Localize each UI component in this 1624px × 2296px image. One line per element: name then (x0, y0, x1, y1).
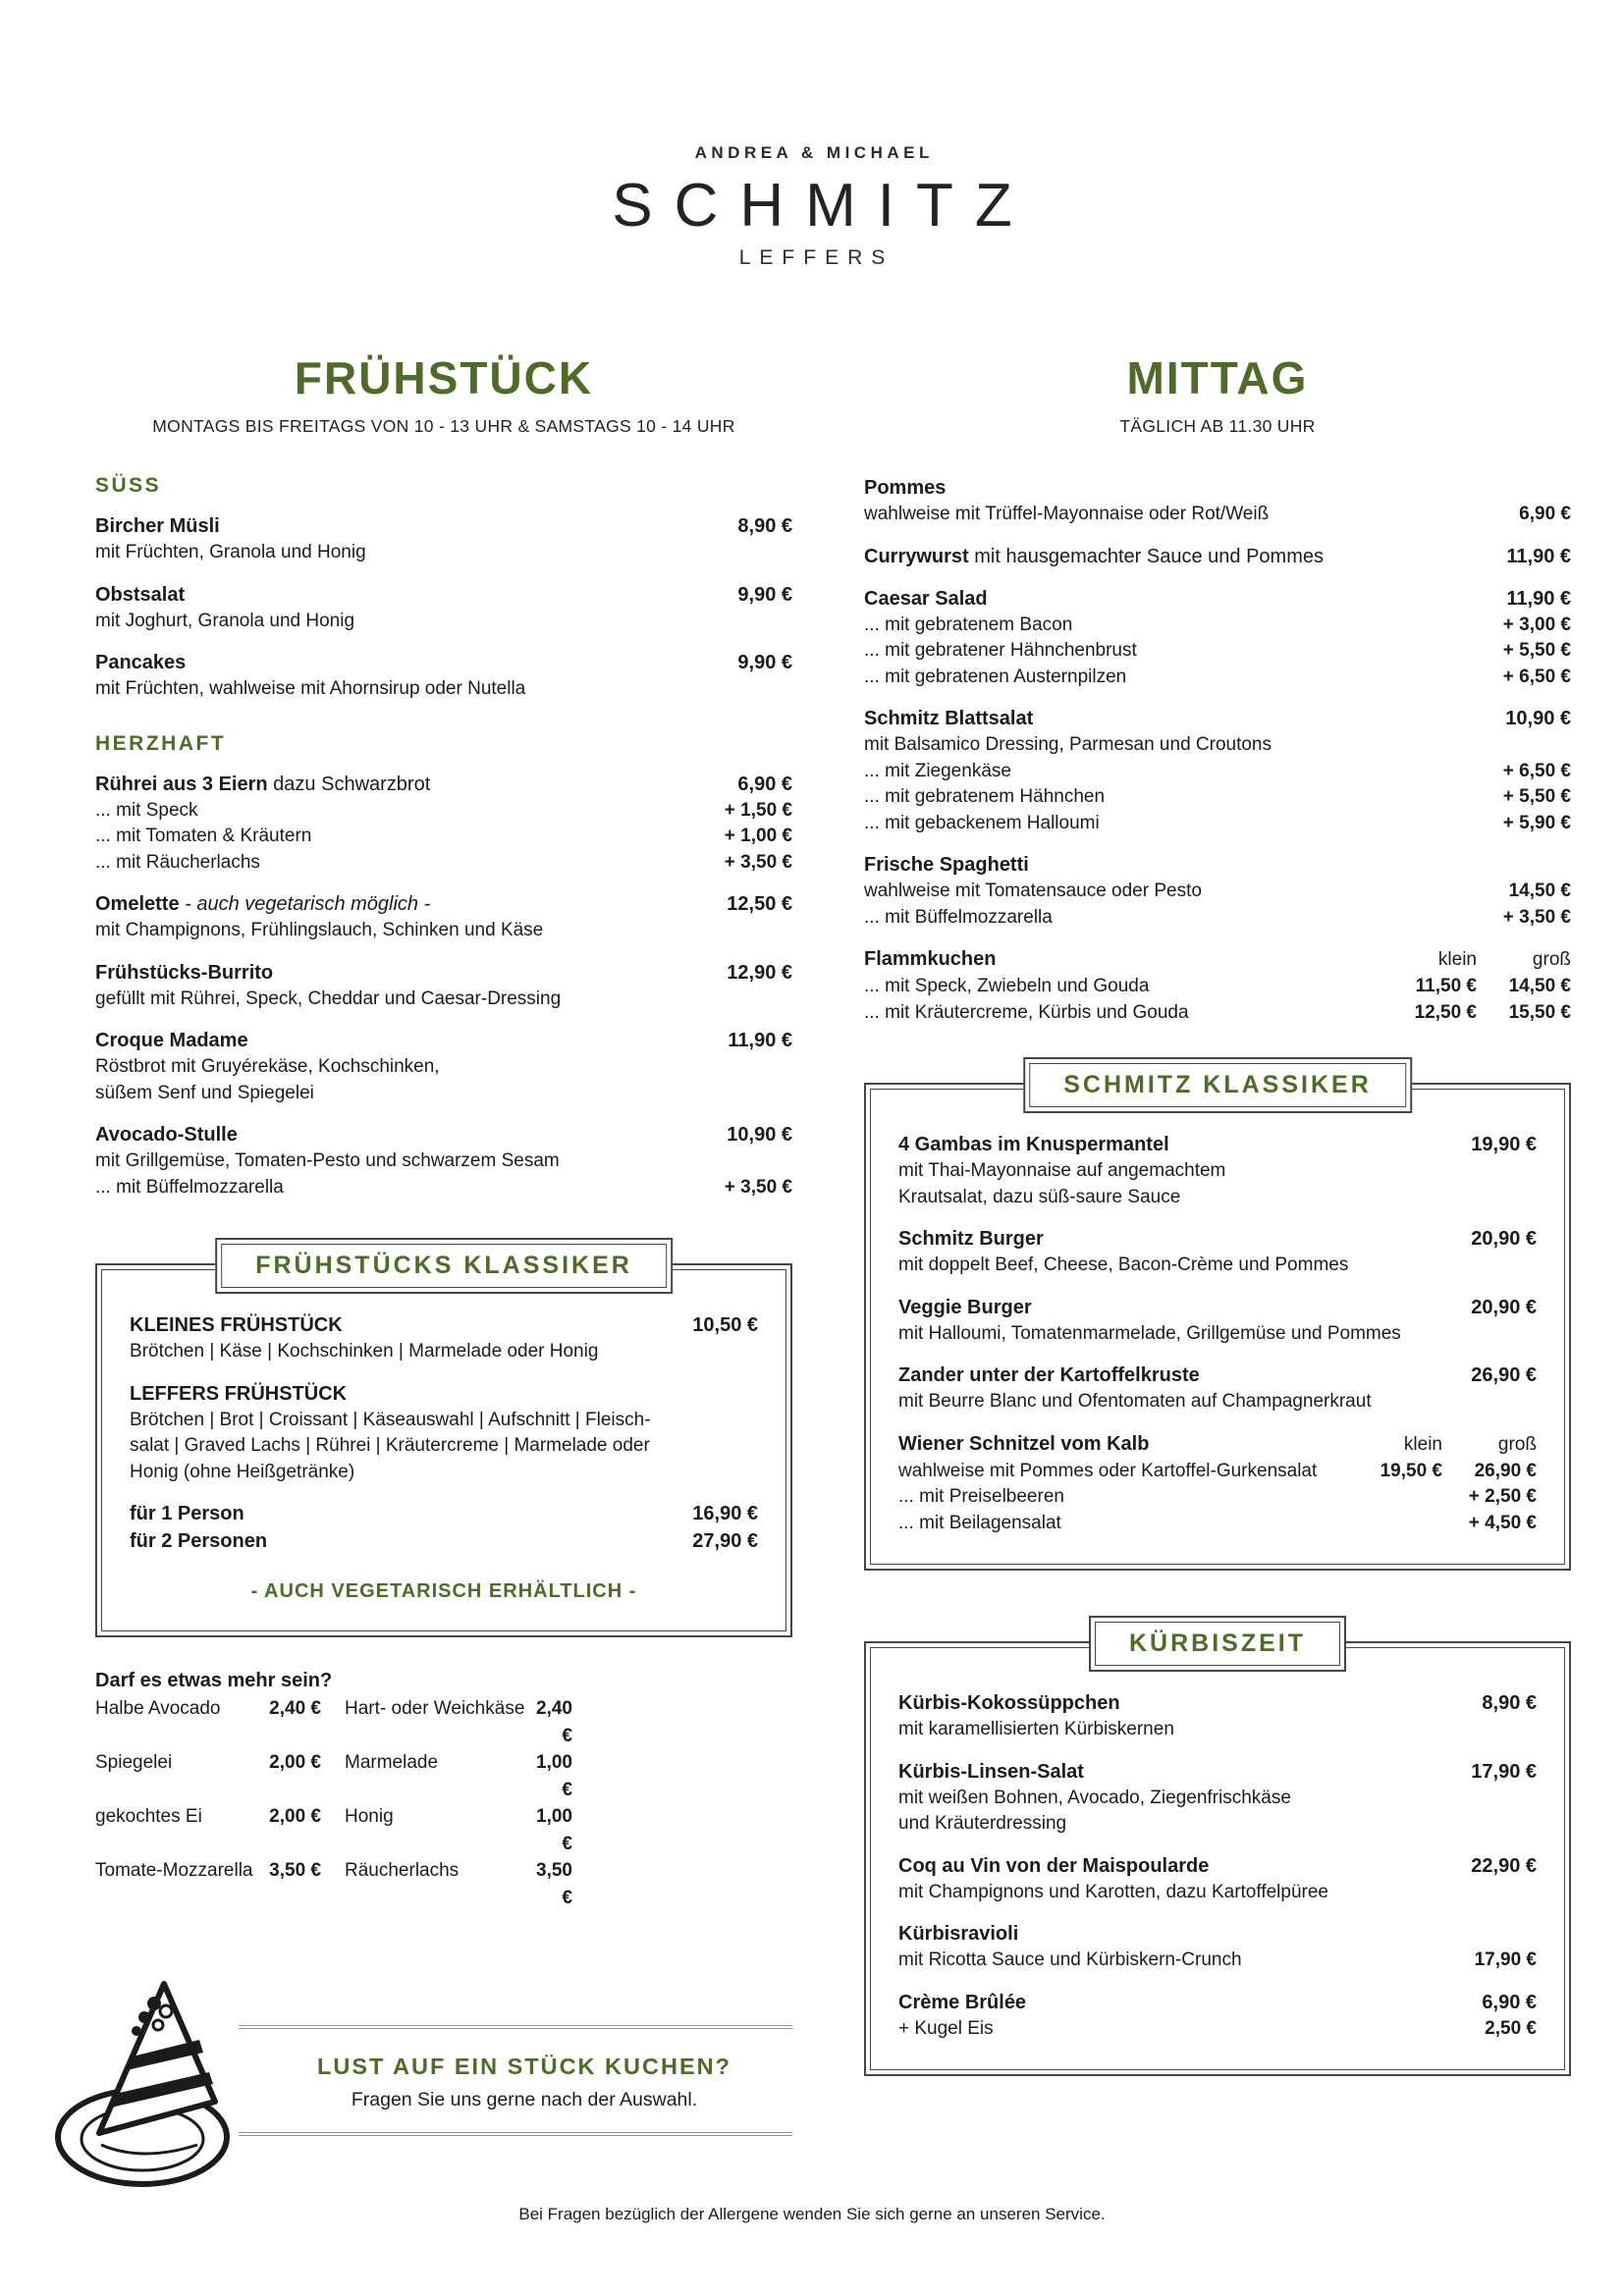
menu-item-zander (898, 1362, 1537, 1415)
item-description (95, 1081, 792, 1107)
item-name-line (898, 1989, 1537, 2016)
item-name-line (898, 1294, 1537, 1321)
addon-label: + Kugel Eis (898, 2017, 994, 2039)
logo-owner-names: ANDREA & MICHAEL (694, 143, 934, 162)
item-description-text: mit Beurre Blanc und Ofentomaten auf Champagnerkraut (898, 1391, 1372, 1412)
addon-row (95, 824, 792, 850)
menu-item-spaghetti (864, 851, 1571, 931)
item-price: 10,90 € (1505, 708, 1571, 729)
item-name: Wiener Schnitzel vom Kalb (898, 1432, 1150, 1455)
item-description (95, 676, 792, 703)
breakfast-column (95, 351, 792, 2136)
extra-label: Spiegelei (95, 1752, 173, 1773)
item-description-text: wahlweise mit Trüffel-Mayonnaise oder Rot/Weiß (864, 504, 1270, 524)
extras-column-gap (321, 1749, 345, 1803)
item-name: KLEINES FRÜHSTÜCK (130, 1314, 343, 1336)
item-description (130, 1433, 758, 1460)
size-header-large: groß (1497, 1433, 1537, 1455)
box-title-frame (1089, 1616, 1346, 1672)
item-name-line (95, 512, 792, 540)
menu-item-caesar-salad (864, 585, 1571, 691)
item-description-text: mit Ricotta Sauce und Kürbiskern-Crunch (898, 1949, 1242, 1970)
item-name-suffix: mit hausgemachter Sauce und Pommes (968, 545, 1324, 567)
item-name (95, 890, 430, 918)
item-name (864, 543, 1324, 570)
cake-banner-title: LUST AUF EIN STÜCK KUCHEN? (317, 2054, 731, 2079)
extras-row (95, 1749, 792, 1803)
item-description-text: mit Halloumi, Tomatenmarmelade, Grillgemüse und Pommes (898, 1322, 1401, 1344)
item-name-line (898, 1430, 1537, 1459)
addon-row (898, 2016, 1537, 2043)
addon-label: ... mit gebratenem Bacon (864, 614, 1073, 635)
item-name: Coq au Vin von der Maispoularde (898, 1854, 1210, 1877)
addon-label: ... mit gebratenen Austernpilzen (864, 666, 1127, 687)
breakfast-header (95, 351, 792, 437)
menu-item-blattsalat (864, 705, 1571, 836)
addon-row (864, 613, 1571, 639)
extra-price: 2,00 € (269, 1752, 321, 1773)
item-price: 10,90 € (727, 1124, 792, 1146)
menu-item-pommes (864, 474, 1571, 528)
item-description (898, 1717, 1537, 1743)
addon-row (95, 850, 792, 877)
variant-prices (1382, 974, 1571, 1000)
addon-price: + 4,50 € (1468, 1512, 1537, 1533)
item-price: 26,90 € (1471, 1364, 1537, 1386)
item-description-text: Krautsalat, dazu süß-saure Sauce (898, 1186, 1181, 1207)
item-name: Crème Brûlée (898, 1991, 1027, 2013)
item-description (864, 502, 1571, 528)
item-description-text: gefüllt mit Rührei, Speck, Cheddar und Caesar-Dressing (95, 988, 562, 1009)
item-price: 12,90 € (727, 961, 792, 984)
variant-price-large: 14,50 € (1508, 976, 1571, 996)
item-name-line (130, 1380, 758, 1408)
price-row-label: für 1 Person (130, 1503, 244, 1524)
menu-item-leffers-fruehstueck (130, 1380, 758, 1486)
extra-price: 2,40 € (269, 1698, 321, 1719)
item-name: Kürbis-Linsen-Salat (898, 1760, 1084, 1783)
extras-column-gap (321, 1695, 345, 1749)
item-name-line (898, 1852, 1537, 1880)
item-name: Schmitz Blattsalat (864, 708, 1034, 729)
breakfast-hours: MONTAGS BIS FREITAGS VON 10 - 13 UHR & SAMSTAGS 10 - 14 UHR (152, 416, 735, 436)
item-description-text: Röstbrot mit Gruyérekäse, Kochschinken, (95, 1056, 440, 1077)
item-name: Schmitz Burger (898, 1228, 1044, 1250)
item-price: 20,90 € (1471, 1228, 1537, 1250)
item-name-line (95, 581, 792, 609)
item-description-text: Brötchen | Käse | Kochschinken | Marmelade oder Honig (130, 1341, 599, 1362)
menu-item-obstsalat (95, 581, 792, 635)
item-name-line (864, 543, 1571, 570)
variant-label: ... mit Speck, Zwiebeln und Gouda (864, 976, 1150, 996)
extras-section (95, 1667, 792, 1911)
item-price: 10,50 € (692, 1314, 758, 1336)
addon-label: ... mit Beilagensalat (898, 1512, 1061, 1533)
item-price: 11,90 € (1506, 587, 1571, 610)
addon-price: + 6,50 € (1502, 760, 1571, 781)
item-description (130, 1408, 758, 1434)
menu-item-wiener-schnitzel (898, 1430, 1537, 1537)
item-name: Flammkuchen (864, 948, 997, 970)
item-name-line (95, 771, 792, 798)
variant-price-small: 12,50 € (1414, 1001, 1477, 1023)
size-header-large: groß (1532, 949, 1571, 970)
addon-label: ... mit Speck (95, 799, 198, 821)
addon-price: + 3,50 € (724, 1176, 792, 1198)
addon-price: + 3,00 € (1502, 614, 1571, 635)
price-row-1-person (130, 1500, 758, 1527)
item-description-text: mit weißen Bohnen, Avocado, Ziegenfrischkäse (898, 1787, 1291, 1808)
box-title-frame (215, 1238, 673, 1294)
extra-price: 1,00 € (536, 1806, 572, 1854)
item-name: Croque Madame (95, 1030, 248, 1051)
item-description-text: mit Balsamico Dressing, Parmesan und Croutons (864, 734, 1272, 755)
extra-price: 3,50 € (536, 1860, 572, 1908)
variant-price-small: 11,50 € (1415, 976, 1477, 996)
item-name-bold: Omelette (95, 893, 180, 915)
item-name: Caesar Salad (864, 587, 988, 610)
item-name: Frühstücks-Burrito (95, 961, 274, 984)
extra-price: 1,00 € (536, 1752, 572, 1800)
price-row-2-persons (130, 1527, 758, 1555)
addon-row (898, 1484, 1537, 1511)
item-description-text: mit Champignons und Karotten, dazu Kartoffelpüree (898, 1881, 1328, 1902)
item-price: 6,90 € (737, 773, 792, 795)
menu-item-burrito (95, 959, 792, 1013)
addon-row (864, 784, 1571, 811)
lunch-column (864, 351, 1571, 2136)
item-name-line (898, 1225, 1537, 1253)
item-description (898, 1948, 1537, 1974)
breakfast-classics-box (95, 1252, 792, 1637)
addon-price: + 2,50 € (1468, 1486, 1537, 1507)
extras-row (95, 1695, 792, 1749)
item-price: 9,90 € (737, 652, 792, 673)
variant-prices (1382, 1000, 1571, 1027)
item-price: 14,50 € (1508, 881, 1571, 901)
item-description-text: salat | Graved Lachs | Rührei | Kräutercreme | Marmelade oder (130, 1435, 650, 1456)
item-description (898, 1389, 1537, 1415)
item-description (95, 918, 792, 944)
item-price: 11,90 € (1506, 545, 1571, 567)
item-name: Pommes (864, 477, 947, 499)
extra-label: gekochtes Ei (95, 1806, 202, 1827)
item-description (898, 1321, 1537, 1348)
item-name-line (864, 474, 1571, 502)
addon-label: ... mit Büffelmozzarella (95, 1176, 284, 1198)
item-description (898, 1811, 1537, 1838)
section-header-suess: SÜSS (95, 474, 162, 497)
addon-price: + 5,50 € (1502, 640, 1571, 661)
menu-item-ruehrei (95, 771, 792, 877)
box-title: KÜRBISZEIT (1095, 1622, 1340, 1666)
item-description-text: wahlweise mit Tomatensauce oder Pesto (864, 881, 1202, 901)
size-header-small: klein (1403, 1433, 1442, 1455)
box-title-frame (1023, 1057, 1412, 1113)
cake-slice-icon (50, 1970, 239, 2202)
cake-banner (199, 2025, 792, 2136)
item-price: 6,90 € (1519, 504, 1571, 524)
item-description-text: mit Früchten, wahlweise mit Ahornsirup oder Nutella (95, 678, 526, 699)
variant-prices (1348, 1459, 1537, 1485)
lunch-classics-box (864, 1071, 1571, 1571)
item-description (95, 987, 792, 1013)
addon-price: + 5,90 € (1502, 812, 1571, 833)
variant-price-large: 15,50 € (1508, 1001, 1571, 1023)
extras-row (95, 1857, 792, 1911)
item-name-note: - auch vegetarisch möglich - (179, 893, 431, 915)
box-title: SCHMITZ KLASSIKER (1029, 1063, 1406, 1107)
addon-row (95, 798, 792, 825)
item-name-line (864, 585, 1571, 613)
item-description (898, 1158, 1537, 1185)
box-content (870, 1089, 1565, 1565)
item-price: 6,90 € (1482, 1991, 1537, 2013)
box-title: FRÜHSTÜCKS KLASSIKER (221, 1244, 667, 1288)
addon-label: ... mit Ziegenkäse (864, 760, 1011, 781)
item-name-line (898, 1920, 1537, 1948)
extra-label: Honig (345, 1806, 394, 1827)
addon-price: + 1,00 € (724, 826, 792, 846)
item-price: 8,90 € (737, 515, 792, 537)
item-name-line (864, 851, 1571, 879)
item-name-line (864, 945, 1571, 974)
item-description (898, 1786, 1537, 1812)
addon-row (864, 905, 1571, 932)
item-description-text: mit karamellisierten Kürbiskernen (898, 1719, 1174, 1739)
extras-title: Darf es etwas mehr sein? (95, 1670, 333, 1691)
item-name: Zander unter der Kartoffelkruste (898, 1364, 1200, 1386)
addon-row (864, 759, 1571, 785)
variant-row (898, 1459, 1537, 1485)
addon-label: ... mit Räucherlachs (95, 851, 260, 873)
menu-item-bircher-muesli (95, 512, 792, 566)
item-description-text: mit Grillgemüse, Tomaten-Pesto und schwarzem Sesam (95, 1150, 560, 1171)
addon-price: 2,50 € (1485, 2017, 1537, 2039)
item-description (95, 609, 792, 635)
item-description-text: Honig (ohne Heißgetränke) (130, 1461, 355, 1482)
logo-brand-name: SCHMITZ (612, 172, 1034, 240)
item-description (898, 1253, 1537, 1279)
menu-item-kuerbisravioli (898, 1920, 1537, 1974)
item-name-bold: Rührei aus 3 Eiern (95, 773, 268, 795)
item-name-line (130, 1311, 758, 1339)
extra-label: Marmelade (345, 1752, 439, 1773)
menu-item-currywurst (864, 543, 1571, 570)
item-name: Veggie Burger (898, 1296, 1032, 1318)
extra-label: Tomate-Mozzarella (95, 1860, 253, 1881)
item-name-line (95, 959, 792, 987)
item-description-text: und Kräuterdressing (898, 1813, 1067, 1834)
lunch-hours: TÄGLICH AB 11.30 UHR (1119, 416, 1316, 436)
addon-price: + 1,50 € (724, 799, 792, 821)
item-price: 8,90 € (1482, 1692, 1537, 1714)
price-row-label: für 2 Personen (130, 1530, 268, 1552)
size-header-row (1348, 1431, 1537, 1459)
addon-price: + 3,50 € (1502, 906, 1571, 928)
menu-item-veggie-burger (898, 1294, 1537, 1348)
variant-label: ... mit Kräutercreme, Kürbis und Gouda (864, 1001, 1189, 1023)
item-name: Kürbisravioli (898, 1923, 1019, 1945)
addon-row (864, 638, 1571, 665)
addon-row (864, 811, 1571, 837)
pumpkin-season-box (864, 1629, 1571, 2076)
price-row-price: 16,90 € (692, 1503, 758, 1524)
addon-label: ... mit gebackenem Halloumi (864, 812, 1100, 833)
item-name: Kürbis-Kokossüppchen (898, 1692, 1120, 1714)
item-description-text: Brötchen | Brot | Croissant | Käseauswahl | Aufschnitt | Fleisch- (130, 1409, 651, 1430)
item-description (130, 1460, 758, 1486)
item-name: Pancakes (95, 652, 187, 673)
menu-item-kuerbis-suppe (898, 1689, 1537, 1743)
addon-label: ... mit Tomaten & Kräutern (95, 826, 312, 846)
menu-item-omelette (95, 890, 792, 944)
box-content (870, 1647, 1565, 2070)
size-header-row (1382, 946, 1571, 974)
item-name: Obstsalat (95, 583, 186, 606)
item-price: 19,90 € (1471, 1134, 1537, 1155)
logo-location: LEFFERS (738, 246, 894, 269)
variant-price-small: 19,50 € (1380, 1460, 1442, 1481)
item-description (898, 1185, 1537, 1211)
item-name-line (95, 1027, 792, 1054)
addon-label: ... mit gebratenem Hähnchen (864, 786, 1106, 807)
cake-banner-subtitle: Fragen Sie uns gerne nach der Auswahl. (351, 2089, 698, 2110)
item-name: LEFFERS FRÜHSTÜCK (130, 1382, 348, 1405)
item-name-line (898, 1362, 1537, 1389)
addon-label: ... mit Büffelmozzarella (864, 906, 1053, 928)
extra-price: 2,00 € (269, 1806, 321, 1827)
item-name-line (898, 1689, 1537, 1717)
addon-row (95, 1175, 792, 1201)
extra-price: 2,40 € (536, 1698, 572, 1746)
variant-row (864, 1000, 1571, 1027)
item-name-line (95, 890, 792, 918)
item-description-text: wahlweise mit Pommes oder Kartoffel-Gurkensalat (898, 1460, 1318, 1481)
restaurant-logo (0, 143, 1624, 270)
menu-item-avocado-stulle (95, 1121, 792, 1201)
section-header-herzhaft: HERZHAFT (95, 731, 227, 755)
item-price: 22,90 € (1471, 1854, 1537, 1877)
addon-label: ... mit gebratener Hähnchenbrust (864, 640, 1137, 661)
menu-item-pancakes (95, 649, 792, 703)
item-name-line (898, 1758, 1537, 1786)
item-price: 12,50 € (727, 893, 792, 915)
menu-item-schmitz-burger (898, 1225, 1537, 1279)
addon-row (864, 665, 1571, 691)
extra-label: Hart- oder Weichkäse (345, 1698, 525, 1719)
item-description (95, 540, 792, 566)
extras-row (95, 1803, 792, 1857)
menu-item-kuerbis-salat (898, 1758, 1537, 1838)
item-name (95, 771, 430, 798)
extras-column-gap (321, 1803, 345, 1857)
item-price: 17,90 € (1471, 1760, 1537, 1783)
item-name-line (95, 649, 792, 676)
allergen-notice: Bei Fragen bezüglich der Allergene wenden Sie sich gerne an unseren Service. (518, 2205, 1106, 2223)
item-name-suffix: dazu Schwarzbrot (267, 773, 431, 795)
menu-columns (95, 351, 1571, 2136)
addon-price: + 3,50 € (724, 851, 792, 873)
item-description (898, 1880, 1537, 1906)
menu-item-flammkuchen (864, 945, 1571, 1026)
item-price: 17,90 € (1474, 1949, 1537, 1970)
extra-label: Halbe Avocado (95, 1698, 221, 1719)
breakfast-title: FRÜHSTÜCK (294, 352, 594, 403)
item-description-text: mit Champignons, Frühlingslauch, Schinken und Käse (95, 920, 544, 940)
menu-item-creme-brulee (898, 1989, 1537, 2043)
item-description-text: süßem Senf und Spiegelei (95, 1082, 314, 1103)
variant-row (864, 974, 1571, 1000)
addon-row (898, 1511, 1537, 1537)
classics-price-block (130, 1500, 758, 1555)
box-content (101, 1269, 786, 1631)
menu-item-gambas (898, 1131, 1537, 1210)
item-description (864, 879, 1571, 905)
item-description-text: mit Früchten, Granola und Honig (95, 542, 366, 562)
addon-price: + 6,50 € (1502, 666, 1571, 687)
extra-price: 3,50 € (269, 1860, 321, 1881)
addon-price: + 5,50 € (1502, 786, 1571, 807)
item-description-text: mit Thai-Mayonnaise auf angemachtem (898, 1160, 1226, 1181)
item-name: Bircher Müsli (95, 515, 220, 537)
variant-price-large: 26,90 € (1474, 1460, 1537, 1481)
lunch-header (864, 351, 1571, 437)
item-price: 9,90 € (737, 583, 792, 606)
item-name-line (898, 1131, 1537, 1158)
item-price: 20,90 € (1471, 1296, 1537, 1318)
item-name: Frische Spaghetti (864, 854, 1029, 876)
item-description (95, 1054, 792, 1081)
item-description-text: mit Joghurt, Granola und Honig (95, 610, 355, 631)
item-description (130, 1339, 758, 1365)
item-price: 11,90 € (728, 1030, 792, 1051)
item-description (95, 1148, 792, 1175)
item-name: 4 Gambas im Knuspermantel (898, 1134, 1169, 1155)
item-name-line (864, 705, 1571, 732)
extra-label: Räucherlachs (345, 1860, 460, 1881)
menu-item-croque-madame (95, 1027, 792, 1106)
item-description (864, 732, 1571, 759)
item-name-bold: Currywurst (864, 545, 969, 567)
item-description-text: mit doppelt Beef, Cheese, Bacon-Crème und Pommes (898, 1255, 1349, 1275)
vegetarian-note: - AUCH VEGETARISCH ERHÄLTLICH - (250, 1580, 637, 1602)
lunch-title: MITTAG (1126, 352, 1309, 403)
menu-item-coq-au-vin (898, 1852, 1537, 1906)
item-name-line (95, 1121, 792, 1148)
price-row-price: 27,90 € (692, 1530, 758, 1552)
size-header-small: klein (1437, 949, 1477, 970)
extras-column-gap (321, 1857, 345, 1911)
menu-item-kleines-fruehstueck (130, 1311, 758, 1365)
item-name: Avocado-Stulle (95, 1124, 238, 1146)
addon-label: ... mit Preiselbeeren (898, 1486, 1064, 1507)
